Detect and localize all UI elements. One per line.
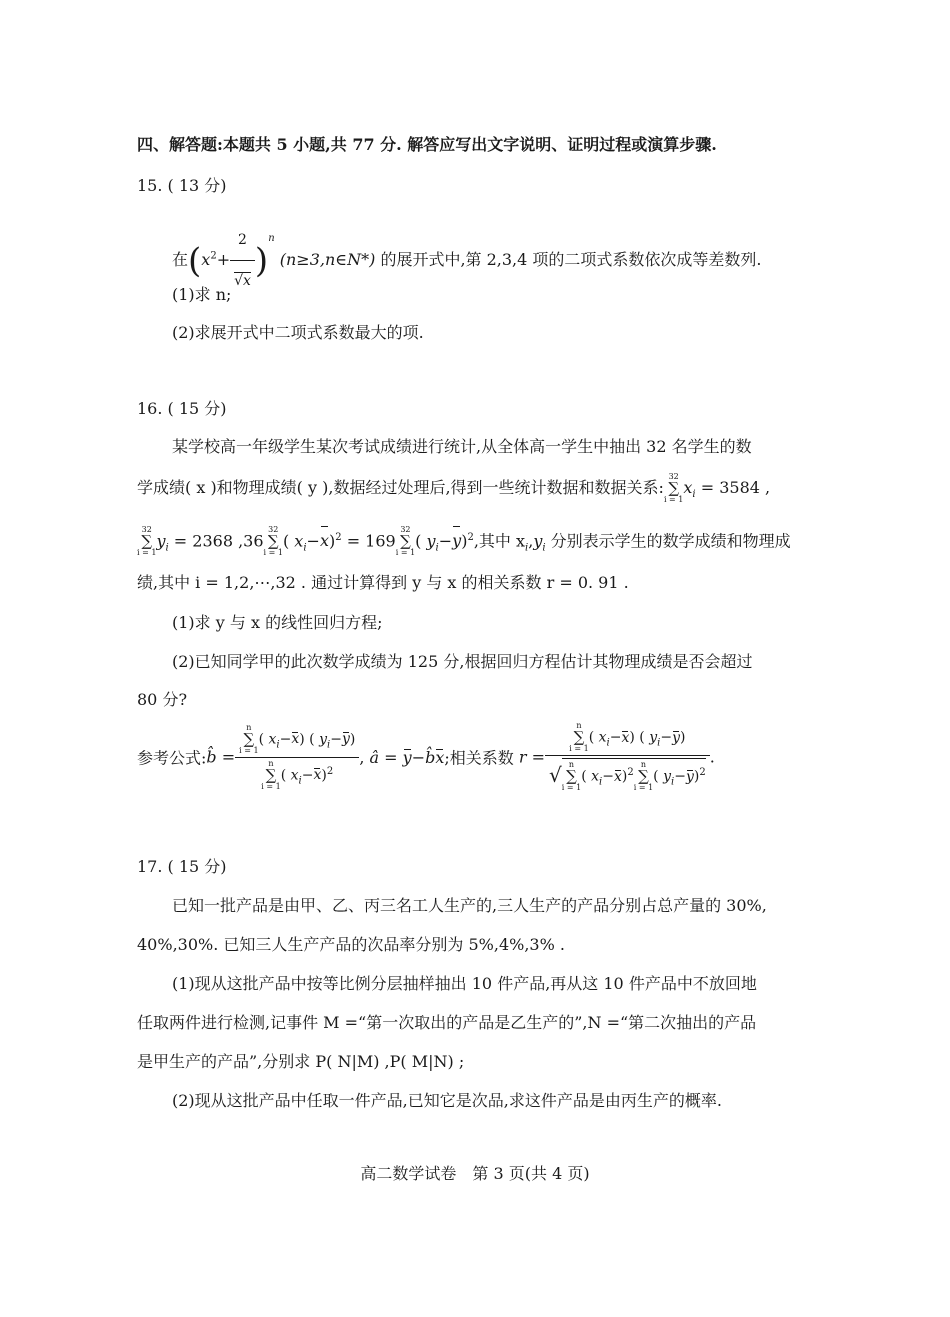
q16-part2-line2: 80 分? bbox=[137, 690, 188, 709]
sum-upper-limit: 32 bbox=[668, 472, 679, 481]
q15-stem: 在($x^2+$ $\frac{2}{√x}$ )$^n$ (n≥3,n∈N*) 的展开式中,第 2,3,4 项的二项式系数依次成等差数列. bbox=[172, 222, 762, 299]
q17-part1-line3: 是甲生产的产品”,分别求 P( N|M) ,P( M|N) ; bbox=[137, 1052, 465, 1071]
q15-stem-condition: (n≥3,n∈N*) bbox=[279, 250, 376, 269]
q16-sum-y-value: = 2368 ,36 bbox=[173, 531, 264, 551]
q15-part1: (1)求 n; bbox=[172, 285, 232, 304]
q16-sum-x-value: = 3584 , bbox=[700, 478, 771, 497]
formula-r: n ∑ i = 1 ( $x_i-x$) ( $y_i-y$) √ n ∑ i = 1 ( $x_i-x)^2$ n ∑ i = 1 ( $y_i-y)^2$ bbox=[545, 722, 710, 792]
q17-line1: 已知一批产品是由甲、乙、丙三名工人生产的,三人生产的产品分别占总产量的 30%, bbox=[172, 896, 767, 915]
q17-header: 17. ( 15 分) bbox=[137, 857, 227, 876]
q16-line4: 绩,其中 i = 1,2,⋯,32 . 通过计算得到 y 与 x 的相关系数 r = 0. 91 . bbox=[137, 573, 629, 592]
q16-reference-formulas: 参考公式:b̂ = n ∑ i = 1 ( $x_i-x$) ( $y_i-y$) n ∑ i = 1 ( $x_i-x)^2$ , â = y−b̂x;相关系数 r = n ∑ i = 1 ( $x_i-x$) ( $y_i-y$) √ n ∑ i = 1 ( $x_i-x)^2$ n ∑ i = 1 ( $y_i-y)^2$ . bbox=[137, 721, 715, 792]
reference-label: 参考公式: bbox=[137, 748, 207, 768]
q16-header: 16. ( 15 分) bbox=[137, 399, 227, 418]
q16-part1: (1)求 y 与 x 的线性回归方程; bbox=[172, 613, 383, 632]
q16-line3-where: ,其中 x bbox=[473, 531, 526, 551]
q15-header: 15. ( 13 分) bbox=[137, 176, 227, 195]
q17-part1-line2: 任取两件进行检测,记事件 M =“第一次取出的产品是乙生产的”,N =“第二次抽出的产品 bbox=[137, 1013, 757, 1032]
q15-part2: (2)求展开式中二项式系数最大的项. bbox=[172, 323, 424, 342]
q15-stem-suffix: 的展开式中,第 2,3,4 项的二项式系数依次成等差数列. bbox=[380, 250, 762, 269]
q17-part2: (2)现从这批产品中任取一件产品,已知它是次品,求这件产品是由丙生产的概率. bbox=[172, 1091, 722, 1110]
q17-part1-line1: (1)现从这批产品中按等比例分层抽样抽出 10 件产品,再从这 10 件产品中不放回地 bbox=[172, 974, 757, 993]
q16-line2-text: 学成绩( x )和物理成绩( y ),数据经过处理后,得到一些统计数据和数据关系: bbox=[137, 478, 664, 497]
reference-corr-label: ;相关系数 bbox=[444, 748, 514, 768]
sum-lower-limit: i = 1 bbox=[663, 495, 684, 504]
q16-line1: 某学校高一年级学生某次考试成绩进行统计,从全体高一学生中抽出 32 名学生的数 bbox=[172, 437, 752, 456]
page-footer: 高二数学试卷 第 3 页(共 4 页) bbox=[360, 1164, 590, 1183]
q17-line2: 40%,30%. 已知三人生产产品的次品率分别为 5%,4%,3% . bbox=[137, 935, 565, 954]
q15-stem-prefix: 在 bbox=[172, 250, 189, 269]
formula-b-hat: n ∑ i = 1 ( $x_i-x$) ( $y_i-y$) n ∑ i = 1 ( $x_i-x)^2$ bbox=[235, 724, 359, 791]
q16-coef-169: = 169 bbox=[346, 531, 396, 551]
q16-line3: 32 ∑ i = 1 $y_i = 2368$ ,36 32 ∑ i = 1 ( $x_i-x)^2 = 169$ 32 ∑ i = 1 ( $y_i-y)^2$,其中 $x_i,y_i$ 分别表示学生的数学成绩和物理成 bbox=[137, 525, 791, 558]
q16-line3-desc: 分别表示学生的数学成绩和物理成 bbox=[550, 531, 791, 551]
q16-line2: 学成绩( x )和物理成绩( y ),数据经过处理后,得到一些统计数据和数据关系: 32 ∑ i = 1 $x_i = 3584$ , bbox=[137, 472, 771, 504]
q16-part2-line1: (2)已知同学甲的此次数学成绩为 125 分,根据回归方程估计其物理成绩是否会超过 bbox=[172, 652, 753, 671]
section-title: 四、解答题:本题共 5 小题,共 77 分. 解答应写出文字说明、证明过程或演算步骤. bbox=[137, 135, 717, 154]
